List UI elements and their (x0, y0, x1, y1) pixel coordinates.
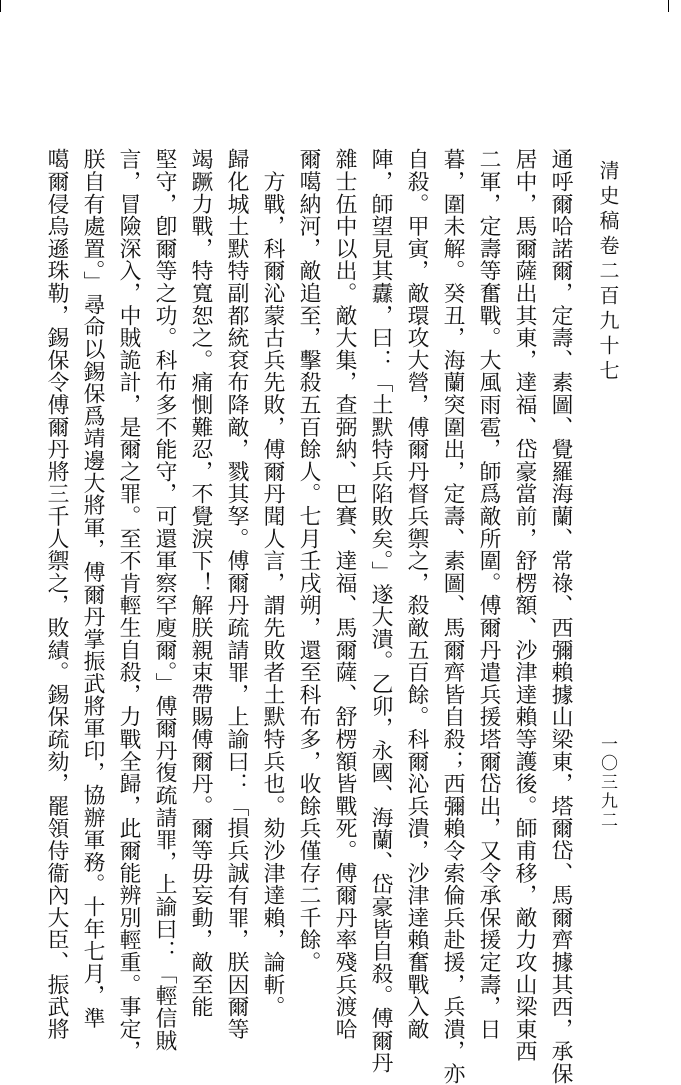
text-column: 暮，圍未解。癸丑，海蘭突圍出，定壽、素圖、馬爾齊皆自殺；西彌賴令索倫兵赴援，兵潰，亦 (440, 148, 465, 1085)
text-column: 噶爾侵烏遜珠勒，錫保令傅爾丹將三千人禦之，敗績。錫保疏劾，罷領侍衞內大臣、振武將 (44, 148, 69, 1040)
text-column: 居中，馬爾薩出其東，達福、岱豪當前，舒楞額、沙津達賴等護後。師甫移，敵力攻山梁東西 (512, 148, 537, 1063)
page-number: 一〇三九二 (597, 735, 617, 830)
running-head: 清史稿卷二百九十七 (596, 160, 620, 385)
text-column: 堅守，卽爾等之功。科布多不能守，可還軍察罕廋爾。」傅爾丹復疏請罪，上諭曰：「輕信賊 (152, 148, 177, 1052)
text-column: 陣，師望見其纛，曰：「土默特兵陷敗矣。」遂大潰。乙卯，永國、海蘭、岱豪皆自殺。傅爾丹 (368, 148, 393, 1074)
text-column: 雜士伍中以出。敵大集，查弼納、巴賽、達福、馬爾薩、舒楞額皆戰死。傅爾丹率殘兵渡哈 (332, 148, 357, 1040)
crop-mark-left (0, 0, 1, 12)
text-column: 二軍，定壽等奮戰。大風雨雹，師爲敵所圍。傅爾丹遣兵援塔爾岱出，又令承保援定壽，日 (476, 148, 501, 1040)
body-text (44, 148, 578, 1085)
crop-mark-right (668, 0, 669, 12)
text-column: 竭蹶力戰，特寬恕之。痛惻難忍，不覺淚下！解朕親束帶賜傅爾丹。爾等毋妄動，敵至能 (188, 148, 213, 1018)
text-column: 自殺。甲寅，敵環攻大營，傅爾丹督兵禦之，殺敵五百餘。科爾沁兵潰，沙津達賴奮戰入敵 (404, 148, 429, 1040)
text-column: 通呼爾哈諾爾，定壽、素圖、覺羅海蘭、常祿、西彌賴據山梁東，塔爾岱、馬爾齊據其西，承保 (548, 148, 573, 1085)
text-column: 朕自有處置。」尋命以錫保爲靖邊大將軍，傅爾丹掌振武將軍印，協辦軍務。十年七月，準 (80, 148, 105, 1030)
text-column: 歸化城土默特副都統袞布降敵，戮其孥。傅爾丹疏請罪，上諭曰：「損兵誠有罪，朕因爾等 (224, 148, 249, 1040)
text-column: 言，冒險深入，中賊詭計，是爾之罪。至不肯輕生自殺，力戰全歸，此爾能辨別輕重。事定， (116, 148, 141, 1063)
text-column: 爾噶納河，敵追至，擊殺五百餘人。七月壬戌朔，還至科布多，收餘兵僅存二千餘。 (296, 148, 321, 974)
text-column: 方戰，科爾沁蒙古兵先敗，傅爾丹聞人言，謂先敗者土默特兵也。劾沙津達賴，論斬。 (260, 148, 285, 1018)
